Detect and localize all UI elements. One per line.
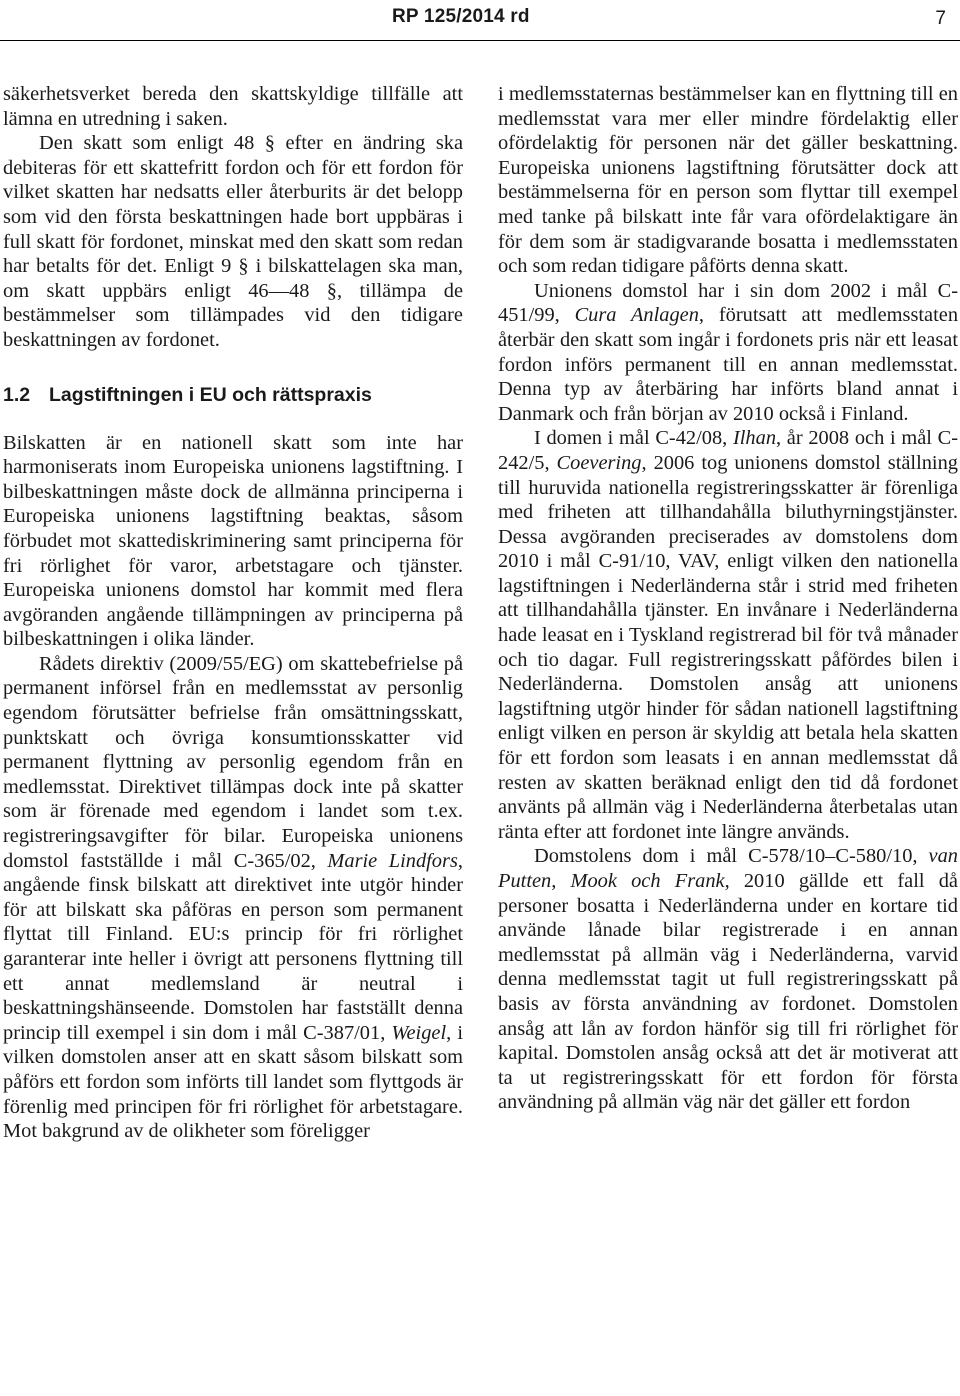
paragraph: säkerhetsverket bereda den skattskyldige tillfälle att lämna en utredning i saken. bbox=[3, 83, 463, 130]
paragraph bbox=[498, 426, 958, 844]
paragraph-text: Domstolens dom i mål C-578/10–C-580/10, bbox=[534, 845, 929, 868]
paragraph: Den skatt som enligt 48 § efter en ändring ska debiteras för ett skattefritt fordon och för ett fordon för vilket skatten har nedsatts eller återburits är det belopp som vid den första beskattningen hade bort uppbäras i full skatt för fordonet, minskat med den skatt som redan har betalts för det. Enligt 9 § i bilskattelagen ska man, om skatt uppbärs enligt 46—48 §, tillämpa de bestämmelser som tillämpades vid den tidigare beskattningen av fordonet. bbox=[3, 132, 463, 351]
left-column bbox=[3, 82, 463, 1144]
case-name: Coevering bbox=[556, 451, 642, 474]
paragraph-text: Unionens domstol har i sin dom 2002 i mål C-451/99, bbox=[498, 279, 958, 327]
paragraph-text: Rådets direktiv (2009/55/EG) om skattebefrielse på permanent införsel från en medlemsstat av personlig egendom förutsätter befrielse från omsättningsskatt, punktskatt och övriga konsumtionsskatter vid permanent flyttning av personlig egendom från en medlemsstat. Direktivet tillämpas dock inte på skatter som är förenade med egendom i landet som t.ex. registreringsavgifter för bilar. Europeiska unionens domstol fastställde i mål C-365/02, bbox=[3, 652, 463, 872]
case-name: Weigel bbox=[391, 1021, 447, 1044]
paragraph-text: , förutsatt att medlemsstaten återbär den skatt som ingår i fordonets pris när ett leasat fordon införs permanent till en annan medlemsstat. Denna typ av återbäring har införts bland annat i Danmark och från början av 2010 också i Finland. bbox=[498, 304, 959, 425]
section-heading bbox=[3, 383, 463, 407]
case-name: van Putten, Mook och Frank bbox=[498, 845, 958, 892]
paragraph: Bilskatten är en nationell skatt som inte har harmoniserats inom Europeiska unionens lagstiftning. I bilbeskattningen måste dock de allmänna principerna i Europeiska unionens lagstiftning beaktas, såsom förbudet mot skattediskriminering samt principerna för fri rörlighet för varor, arbetstagare och tjänster. Europeiska unionens domstol har kommit med flera avgöranden angående tillämpningen av principerna på bilbeskattningen i olika länder. bbox=[3, 431, 463, 651]
paragraph bbox=[3, 652, 463, 1144]
paragraph-text: , 2006 tog unionens domstol ställning till huruvida nationella registreringsskatter är förenliga med friheten att tillhandahålla biluthyrningstjänster. Dessa avgöranden preciserades av domstolens dom 2010 i mål C-91/10, VAV, enligt vilken den nationella lagstiftningen i Nederländerna står i strid med friheten att tillhandahålla tjänster. En invånare i Nederländerna hade leasat en i Tyskland registrerad bil för två månader och tio dagar. Full registreringsskatt påfördes bilen i Nederländerna. Domstolen ansåg att unionens lagstiftning utgör hinder för sådan nationell lagstiftning enligt vilken en person är skyldig att betala hela skatten för ett fordon som leasats i en annan medlemsstat då resten av skatten beräknad enligt den tid då fordonet använts på allmän väg i Nederländerna återbetalas utan ränta efter att fordonet inte längre används. bbox=[498, 451, 958, 843]
paragraph bbox=[498, 279, 958, 427]
paragraph bbox=[498, 844, 958, 1115]
case-name: Cura Anlagen bbox=[574, 304, 699, 327]
right-column bbox=[498, 82, 958, 1115]
page-number: 7 bbox=[935, 8, 946, 29]
case-name: Marie Lindfors bbox=[327, 849, 458, 872]
paragraph: i medlemsstaternas bestämmelser kan en flyttning till en medlemsstat vara mer eller mindre fördelaktig eller ofördelaktig för personen när det gäller beskattning. Europeiska unionens lagstiftning förutsätter dock att bestämmelserna för en person som flyttar till exempel med tanke på bilskatt inte får vara ofördelaktigare än för dem som är stadigvarande bosatta i medlemsstaten och som redan tidigare påförts denna skatt. bbox=[498, 83, 958, 278]
document-id: RP 125/2014 rd bbox=[392, 6, 530, 27]
paragraph-text: , i vilken domstolen anser att en skatt såsom bilskatt som påförs ett fordon som införts till landet som flyttgods är förenlig med principen för fri rörlighet för arbetstagare. Mot bakgrund av de olikheter som föreligger bbox=[3, 1021, 463, 1143]
paragraph-text: I domen i mål C-42/08, bbox=[534, 427, 733, 450]
section-title: Lagstiftningen i EU och rättspraxis bbox=[49, 383, 372, 406]
paragraph-text: , 2010 gällde ett fall då personer bosatta i Nederländerna under en kortare tid använde lånade bilar registrerade i en annan medlemsstat på allmän väg i Nederländerna, varvid denna medlemsstat tagit ut full registreringsskatt på basis av första användning av fordonet. Domstolen ansåg att lån av fordon hänför sig till fri rörlighet för kapital. Domstolen ansåg också att det är motiverat att ta ut registreringsskatt för ett fordon för första användning på allmän väg när det gäller ett fordon bbox=[498, 870, 958, 1114]
case-name: Ilhan bbox=[732, 427, 777, 450]
page-header bbox=[0, 0, 960, 41]
paragraph-text: , år 2008 och i mål C-242/5, bbox=[498, 427, 958, 474]
paragraph-text: , angående finsk bilskatt att direktivet inte utgör hinder för att bilskatt ska påföras en person som permanent flyttat till Finland. EU:s princip för fri rörlighet garanterar inte heller i övrigt att personens flyttning till ett annat medlemsland är neutral i beskattningshänseende. Domstolen har fastställt denna princip till exempel i sin dom i mål C-387/01, bbox=[3, 849, 463, 1044]
section-number: 1.2 bbox=[3, 383, 31, 406]
